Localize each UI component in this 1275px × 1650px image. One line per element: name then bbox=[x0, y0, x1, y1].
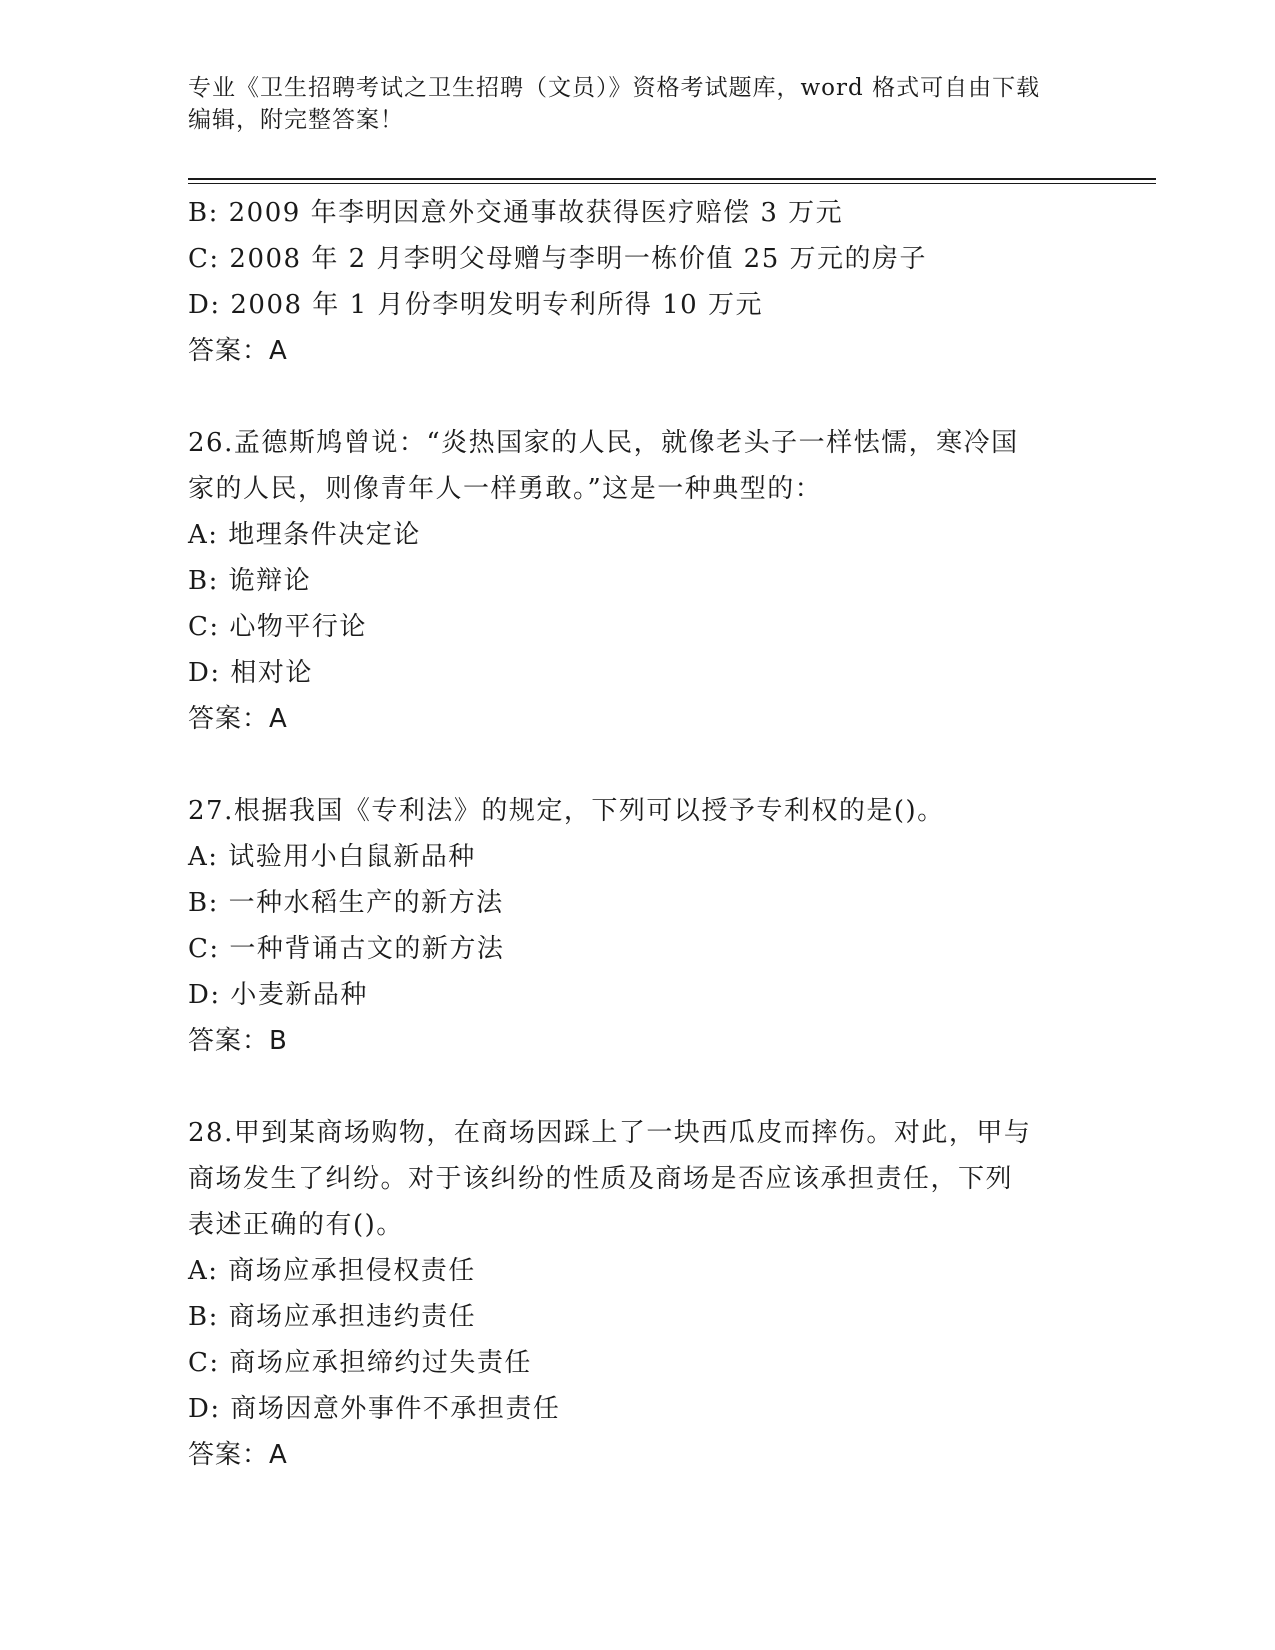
option-d: D: 小麦新品种 bbox=[188, 980, 368, 1010]
option-d: D: 相对论 bbox=[188, 658, 313, 688]
question-27 bbox=[188, 788, 1088, 1064]
header-divider-thin bbox=[188, 183, 1156, 184]
document-header bbox=[188, 72, 1088, 136]
option-b: B: 商场应承担违约责任 bbox=[188, 1302, 477, 1332]
option-b: B: 诡辩论 bbox=[188, 566, 312, 596]
question-26 bbox=[188, 420, 1088, 742]
header-line-2: 编辑，附完整答案！ bbox=[188, 107, 404, 133]
answer: 答案：B bbox=[188, 1026, 288, 1056]
option-c: C: 心物平行论 bbox=[188, 612, 367, 642]
option-c: C: 一种背诵古文的新方法 bbox=[188, 934, 505, 964]
question-28 bbox=[188, 1110, 1088, 1478]
question-stem-line: 28.甲到某商场购物，在商场因踩上了一块西瓜皮而摔伤。对此，甲与 bbox=[188, 1118, 1032, 1148]
header-divider-thick bbox=[188, 178, 1156, 180]
option-b: B: 2009 年李明因意外交通事故获得医疗赔偿 3 万元 bbox=[188, 198, 844, 228]
question-list bbox=[188, 190, 1088, 1478]
option-a: A: 地理条件决定论 bbox=[188, 520, 421, 550]
option-b: B: 一种水稻生产的新方法 bbox=[188, 888, 504, 918]
question-stem-line: 商场发生了纠纷。对于该纠纷的性质及商场是否应该承担责任，下列 bbox=[188, 1164, 1014, 1194]
question-25 bbox=[188, 190, 1088, 374]
option-a: A: 试验用小白鼠新品种 bbox=[188, 842, 476, 872]
option-d: D: 2008 年 1 月份李明发明专利所得 10 万元 bbox=[188, 290, 763, 320]
option-c: C: 2008 年 2 月李明父母赠与李明一栋价值 25 万元的房子 bbox=[188, 244, 928, 274]
option-d: D: 商场因意外事件不承担责任 bbox=[188, 1394, 561, 1424]
answer: 答案：A bbox=[188, 1440, 288, 1470]
option-a: A: 商场应承担侵权责任 bbox=[188, 1256, 476, 1286]
question-stem-line: 表述正确的有()。 bbox=[188, 1210, 404, 1240]
question-stem-line: 27.根据我国《专利法》的规定，下列可以授予专利权的是()。 bbox=[188, 796, 945, 826]
header-line-1: 专业《卫生招聘考试之卫生招聘（文员）》资格考试题库，word 格式可自由下载 bbox=[188, 75, 1041, 101]
answer: 答案：A bbox=[188, 336, 288, 366]
option-c: C: 商场应承担缔约过失责任 bbox=[188, 1348, 532, 1378]
question-stem-line: 26.孟德斯鸠曾说：“炎热国家的人民，就像老头子一样怯懦，寒冷国 bbox=[188, 428, 1019, 458]
answer: 答案：A bbox=[188, 704, 288, 734]
question-stem-line: 家的人民，则像青年人一样勇敢。”这是一种典型的： bbox=[188, 474, 823, 504]
